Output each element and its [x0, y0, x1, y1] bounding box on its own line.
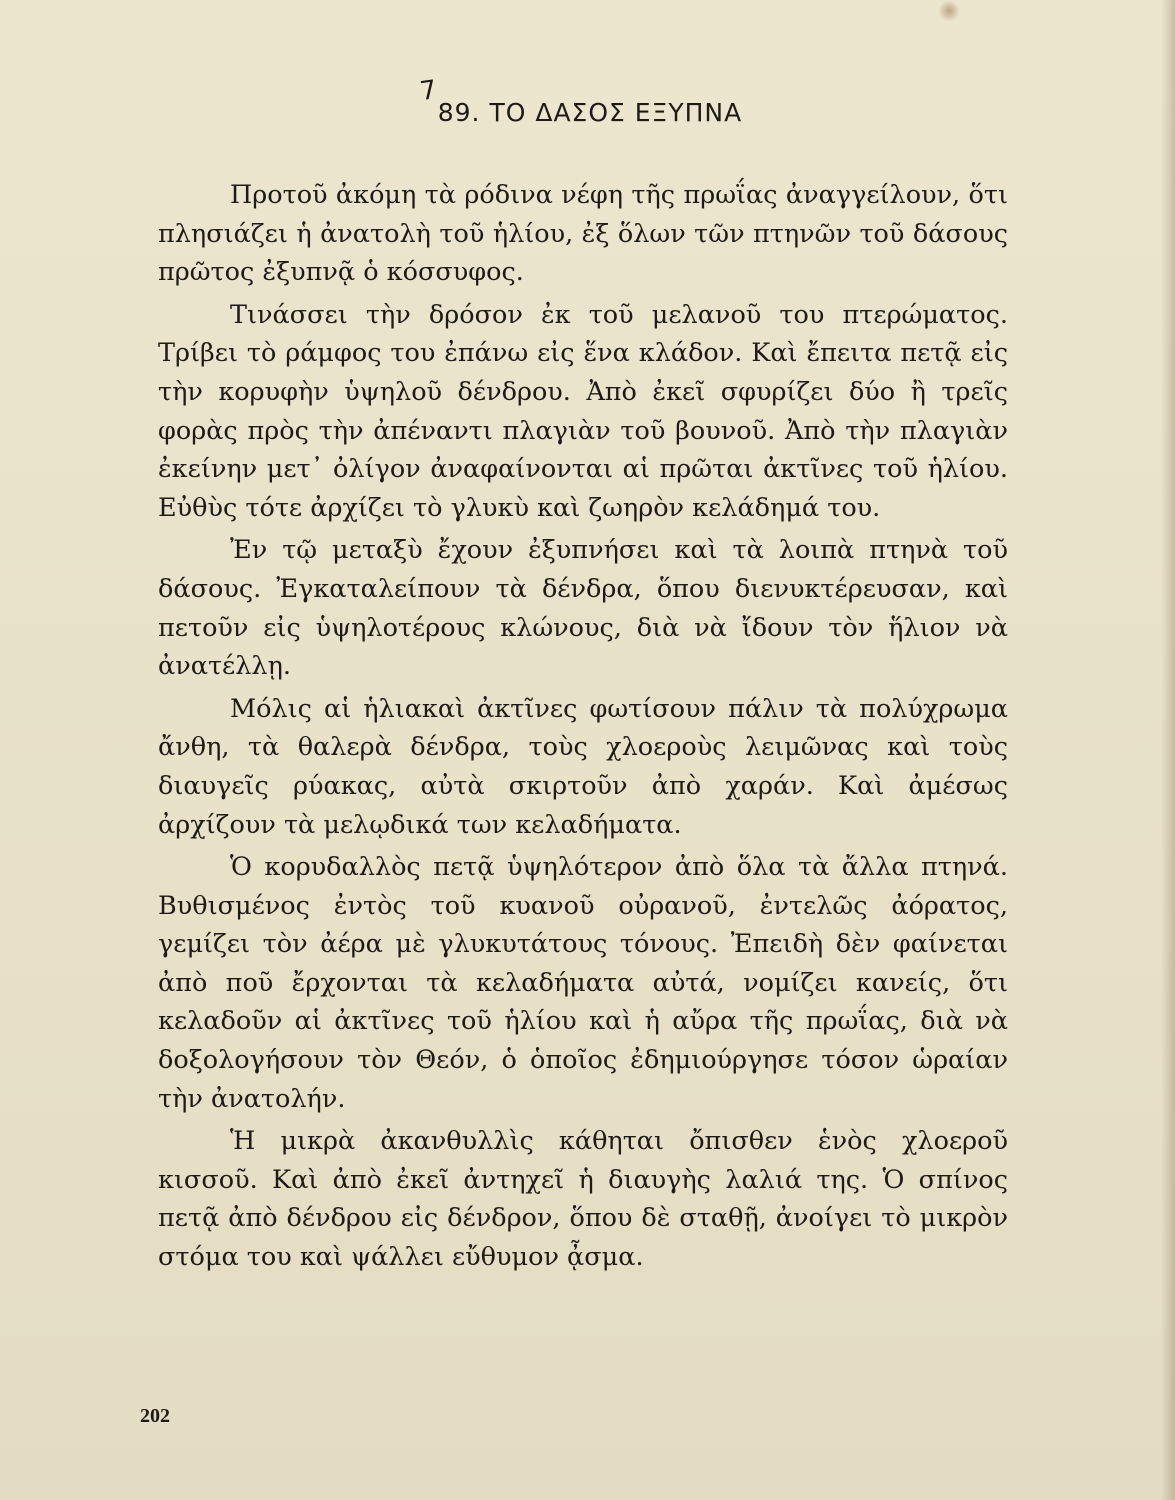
paper-stain — [938, 0, 960, 22]
paragraph: Μόλις αἱ ἡλιακαὶ ἀκτῖνες φωτίσουν πάλιν τὰ πολύχρωμα ἄνθη, τὰ θαλερὰ δένδρα, τοὺς χλοεροὺς λειμῶνας καὶ τοὺς διαυγεῖς ρύακας, αὐτὰ σκιρτοῦν ἀπὸ χαράν. Καὶ ἀμέσως ἀρχίζουν τὰ μελῳδικά των κελαδήματα. — [158, 693, 1008, 840]
page-number: 202 — [140, 1405, 170, 1427]
page-edge-shadow — [1161, 0, 1175, 1500]
handwritten-mark: 7 — [417, 74, 439, 108]
paragraph: Ἡ μικρὰ ἀκανθυλλὶς κάθηται ὄπισθεν ἑνὸς χλοεροῦ κισσοῦ. Καὶ ἀπὸ ἐκεῖ ἀντηχεῖ ἡ διαυγὴς λαλιά της. Ὁ σπίνος πετᾷ ἀπὸ δένδρου εἰς δένδρον, ὅπου δὲ σταθῇ, ἀνοίγει τὸ μικρὸν στόμα του καὶ ψάλλει εὔθυμον ᾆσμα. — [158, 1126, 1008, 1273]
paragraph: Ἐν τῷ μεταξὺ ἔχουν ἐξυπνήσει καὶ τὰ λοιπὰ πτηνὰ τοῦ δάσους. Ἐγκαταλείπουν τὰ δένδρα, ὅπου διενυκτέρευσαν, καὶ πετοῦν εἰς ὑψηλοτέρους κλώνους, διὰ νὰ ἴδουν τὸν ἥλιον νὰ ἀνατέλλῃ. — [158, 535, 1008, 682]
body-text — [158, 176, 1008, 1281]
chapter-title: 89. ΤΟ ΔΑΣΟΣ ΕΞΥΠΝΑ — [437, 98, 743, 127]
paragraph: Ὁ κορυδαλλὸς πετᾷ ὑψηλότερον ἀπὸ ὅλα τὰ ἄλλα πτηνά. Βυθισμένος ἐντὸς τοῦ κυανοῦ οὐρανοῦ, ἐντελῶς ἀόρατος, γεμίζει τὸν ἀέρα μὲ γλυκυτάτους τόνους. Ἐπειδὴ δὲν φαίνεται ἀπὸ ποῦ ἔρχονται τὰ κελαδήματα αὐτά, νομίζει κανείς, ὅτι κελαδοῦν αἱ ἀκτῖνες τοῦ ἡλίου καὶ ἡ αὔρα τῆς πρωΐας, διὰ νὰ δοξολογήσουν τὸν Θεόν, ὁ ὁποῖος ἐδημιούργησε τόσον ὡραίαν τὴν ἀνατολήν. — [158, 852, 1008, 1114]
paragraph: Προτοῦ ἀκόμη τὰ ρόδινα νέφη τῆς πρωΐας ἀναγγείλουν, ὅτι πλησιάζει ἡ ἀνατολὴ τοῦ ἡλίου, ἐξ ὅλων τῶν πτηνῶν τοῦ δάσους πρῶτος ἐξυπνᾷ ὁ κόσσυφος. — [158, 180, 1008, 288]
paragraph: Τινάσσει τὴν δρόσον ἐκ τοῦ μελανοῦ του πτερώματος. Τρίβει τὸ ράμφος του ἐπάνω εἰς ἕνα κλάδον. Καὶ ἔπειτα πετᾷ εἰς τὴν κορυφὴν ὑψηλοῦ δένδρου. Ἀπὸ ἐκεῖ σφυρίζει δύο ἢ τρεῖς φορὰς πρὸς τὴν ἀπέναντι πλαγιὰν τοῦ βουνοῦ. Ἀπὸ τὴν πλαγιὰν ἐκείνην μετ᾽ ὀλίγον ἀναφαίνονται αἱ πρῶται ἀκτῖνες τοῦ ἡλίου. Εὐθὺς τότε ἀρχίζει τὸ γλυκὺ καὶ ζωηρὸν κελάδημά του. — [158, 299, 1008, 523]
